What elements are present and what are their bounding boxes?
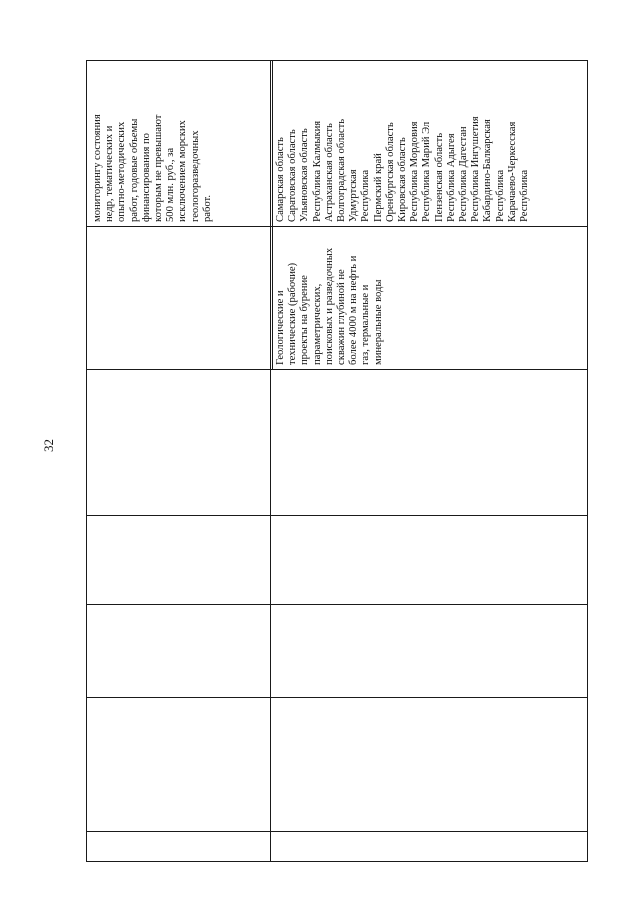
row-2-description-line: минеральные воды [372,279,384,365]
row-2-region-line: Республика [494,169,506,222]
row-2-description-line: скважин глубиной не [336,269,348,365]
row-2-region-line: Республика Калмыкия [311,120,323,222]
column-divider [86,369,588,370]
column-divider [86,831,588,832]
row-2-region-line: Пермский край [372,153,384,222]
column-divider [86,697,588,698]
data-table [86,60,588,862]
row-1-description-line: работ. [201,194,213,222]
row-1-description-line: мониторингу состояния [92,114,103,222]
row-2-description-line: газ, термальные и [360,284,372,365]
row-2-region-line: Республика [360,169,372,222]
row-divider [272,60,273,370]
row-2-region-line: Кабардино-Балкарская [482,119,494,222]
row-1-description [92,114,214,222]
row-2-description-line: Геологические и [275,290,286,365]
column-divider [86,604,588,605]
table-border-right [86,60,588,61]
table-border-top [86,60,87,862]
row-2-region-line: Республика Ингушетия [470,116,482,222]
row-2-region-line: Кировская область [397,137,409,222]
row-2-region-line: Республика Дагестан [458,126,470,222]
row-1-description-line: исключением морских [177,120,189,222]
page-number: 32 [41,439,56,452]
row-2-description-line: проекты на бурение [299,275,311,365]
column-divider [86,226,588,227]
row-2-description [275,248,385,365]
row-2-region-line: Ульяновская область [299,128,311,222]
row-2-region-line: Саратовская область [287,129,299,222]
row-2-description-line: параметрических, [311,283,323,365]
row-2-region-line: Самарская область [275,137,286,222]
row-2-regions [275,116,531,222]
row-1-description-line: которым не превышают [153,114,165,222]
row-2-region-line: Астраханская область [323,123,335,222]
row-1-description-line: опытно-методических [116,121,128,222]
row-2-region-line: Республика Адыгея [445,133,457,222]
table-border-left [86,861,588,862]
row-1-description-line: 500 млн. руб., за [165,147,177,222]
row-1-description-line: работ, годовые объемы [128,118,140,222]
row-divider [270,60,271,862]
row-2-description-line: более 4000 м на нефть и [348,255,360,365]
row-2-region-line: Волгоградская область [336,118,348,222]
row-1-description-line: недр, тематических и [104,125,116,222]
row-1-description-line: финансирования по [140,133,152,222]
row-2-description-line: технические (рабочие) [287,262,299,365]
table-border-bottom [587,60,588,862]
row-2-description-line: поисковых и разведочных [323,247,335,365]
row-2-region-line: Республика [519,169,531,222]
row-1-description-line: геологоразведочных [189,130,201,222]
row-2-region-line: Карачаево-Черкесская [506,121,518,222]
row-2-region-line: Оренбургская область [384,122,396,222]
row-2-region-line: Удмуртская [348,169,360,222]
row-2-region-line: Республика Марий Эл [421,121,433,222]
column-divider [86,515,588,516]
row-2-region-line: Республика Мордовия [409,121,421,222]
row-2-region-line: Пензенская область [433,132,445,222]
